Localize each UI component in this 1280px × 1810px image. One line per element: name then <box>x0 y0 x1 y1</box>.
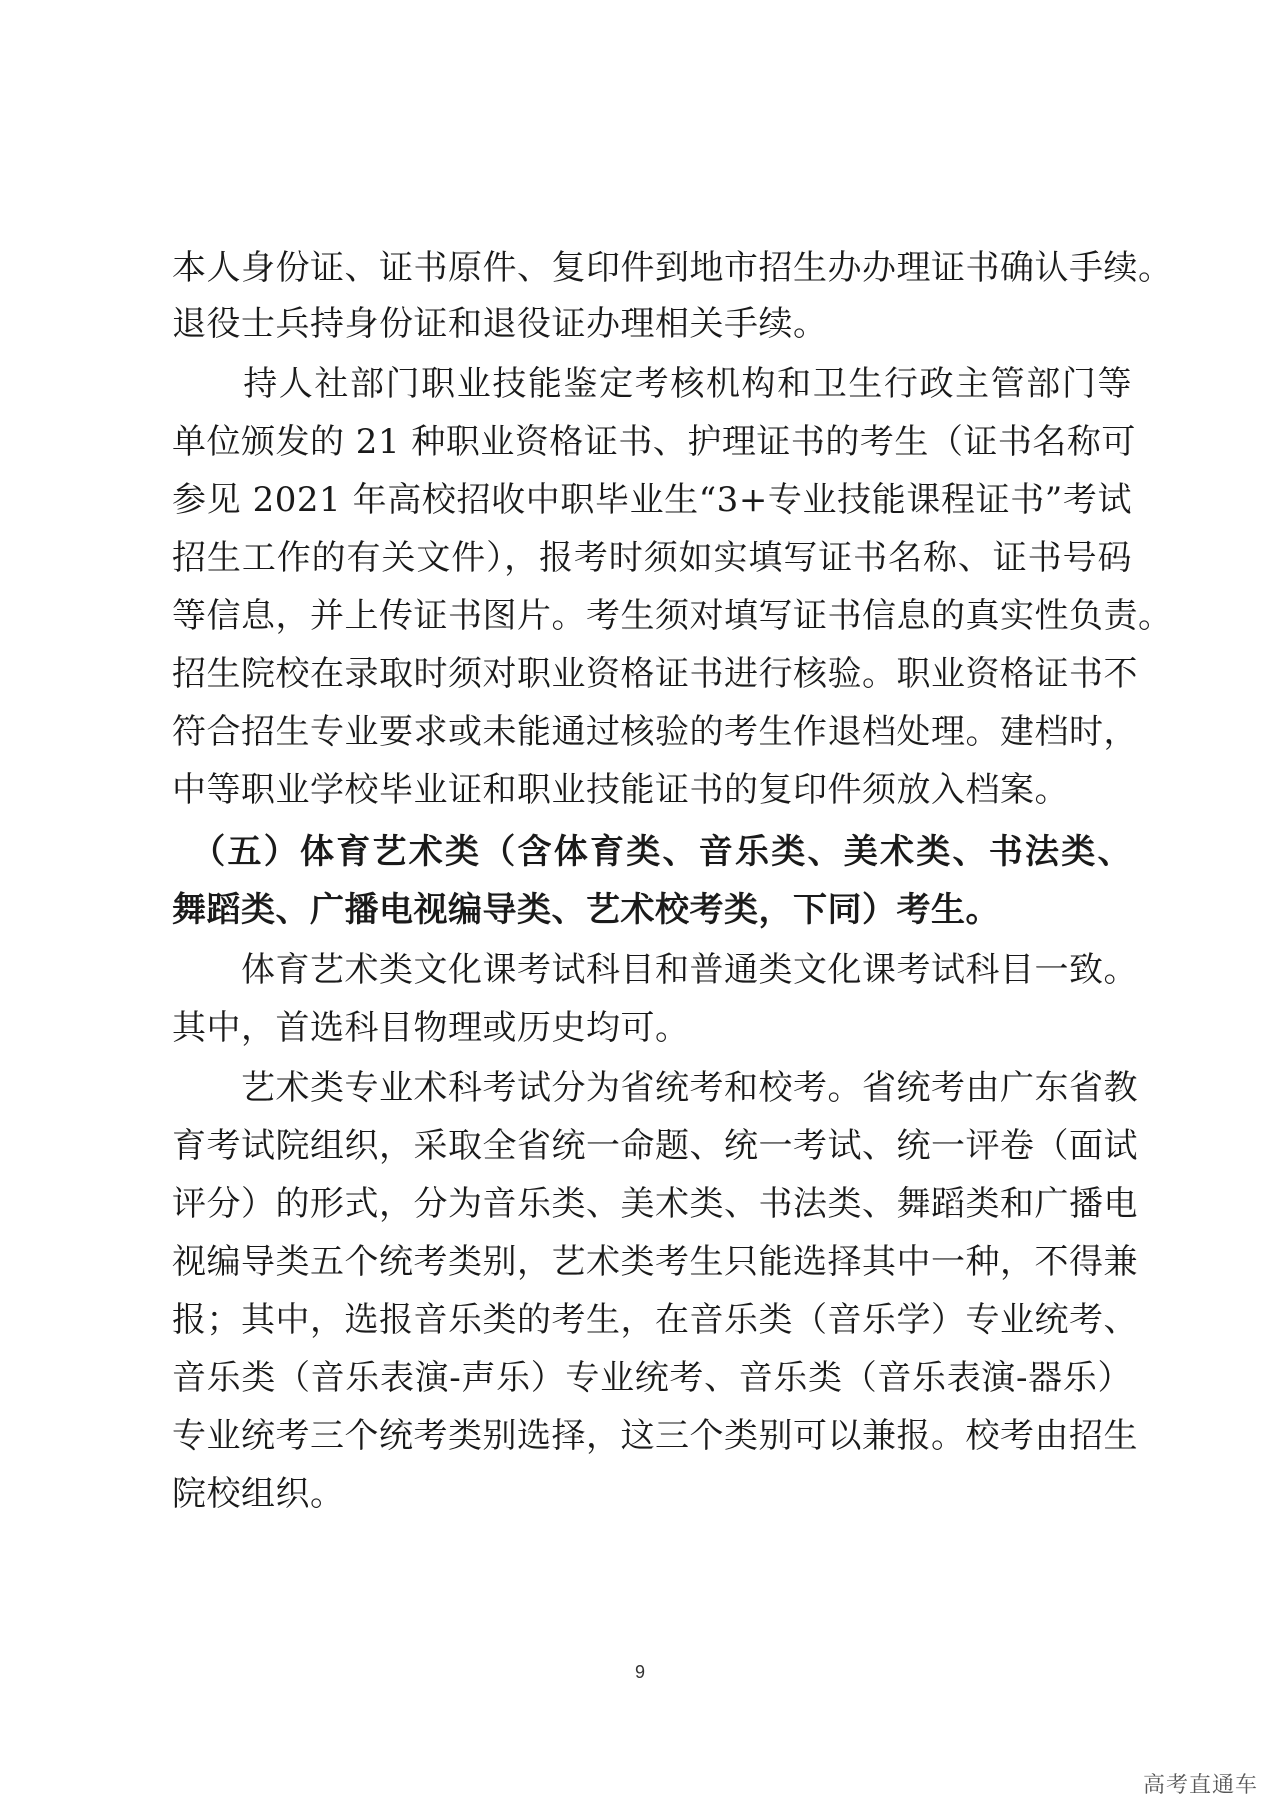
paragraph-line: 参见 2021 年高校招收中职毕业生“3+专业技能课程证书”考试 <box>172 480 1132 520</box>
page-number: 9 <box>634 1662 645 1682</box>
paragraph-line: 体育艺术类文化课考试科目和普通类文化课考试科目一致。 <box>172 950 1138 990</box>
paragraph-line: 持人社部门职业技能鉴定考核机构和卫生行政主管部门等 <box>172 364 1132 404</box>
paragraph-line: 其中，首选科目物理或历史均可。 <box>172 1008 690 1048</box>
paragraph-line: 中等职业学校毕业证和职业技能证书的复印件须放入档案。 <box>172 770 1069 810</box>
paragraph-line: 报；其中，选报音乐类的考生，在音乐类（音乐学）专业统考、 <box>172 1300 1138 1340</box>
section-heading-line: 舞蹈类、广播电视编导类、艺术校考类，下同）考生。 <box>172 890 1000 930</box>
paragraph-line: 招生工作的有关文件），报考时须如实填写证书名称、证书号码 <box>172 538 1132 578</box>
paragraph-line: 等信息，并上传证书图片。考生须对填写证书信息的真实性负责。 <box>172 596 1173 636</box>
section-heading-line: （五）体育艺术类（含体育类、音乐类、美术类、书法类、 <box>172 832 1132 872</box>
paragraph-line: 单位颁发的 21 种职业资格证书、护理证书的考生（证书名称可 <box>172 422 1136 462</box>
paragraph-line: 音乐类（音乐表演-声乐）专业统考、音乐类（音乐表演-器乐） <box>172 1358 1132 1398</box>
paragraph-line: 艺术类专业术科考试分为省统考和校考。省统考由广东省教 <box>172 1068 1138 1108</box>
paragraph-line: 院校组织。 <box>172 1474 345 1514</box>
paragraph-line: 招生院校在录取时须对职业资格证书进行核验。职业资格证书不 <box>172 654 1138 694</box>
paragraph-line: 退役士兵持身份证和退役证办理相关手续。 <box>172 304 828 344</box>
paragraph-line: 专业统考三个统考类别选择，这三个类别可以兼报。校考由招生 <box>172 1416 1138 1456</box>
watermark: 高考直通车 <box>1142 1773 1258 1798</box>
paragraph-line: 视编导类五个统考类别，艺术类考生只能选择其中一种，不得兼 <box>172 1242 1138 1282</box>
paragraph-line: 符合招生专业要求或未能通过核验的考生作退档处理。建档时， <box>172 712 1138 752</box>
paragraph-line: 本人身份证、证书原件、复印件到地市招生办办理证书确认手续。 <box>172 248 1173 288</box>
paragraph-line: 评分）的形式，分为音乐类、美术类、书法类、舞蹈类和广播电 <box>172 1184 1138 1224</box>
paragraph-line: 育考试院组织，采取全省统一命题、统一考试、统一评卷（面试 <box>172 1126 1138 1166</box>
